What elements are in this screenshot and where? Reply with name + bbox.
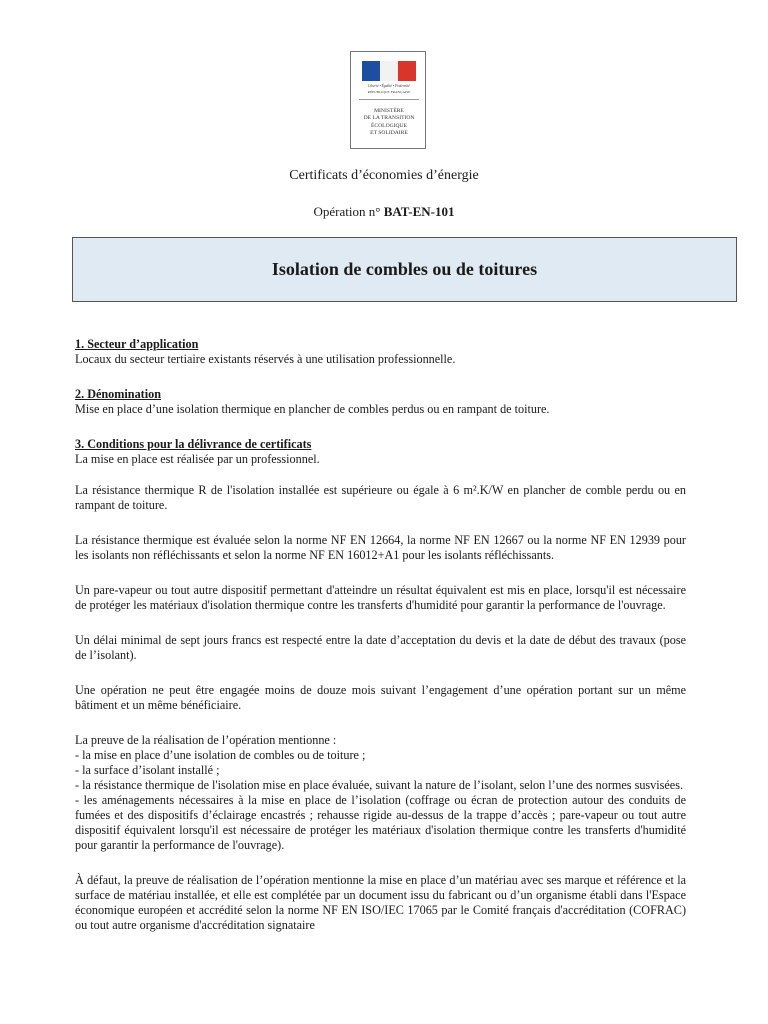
operation-code: BAT-EN-101 bbox=[383, 204, 455, 219]
operation-number bbox=[0, 204, 768, 220]
certificates-heading: Certificats d’économies d’énergie bbox=[289, 168, 479, 183]
logo-ministry-name bbox=[355, 108, 423, 138]
section-3-paragraph: La mise en place est réalisée par un professionnel. bbox=[75, 452, 320, 466]
section-3-paragraph: À défaut, la preuve de réalisation de l’opération mentionne la mise en place d’un matériau avec ses marque et référence et la surface de matériau installée, et elle est complétée par un document issu du fabricant ou d’un organisme établi dans l'Espace économique européen et accrédité selon la norme NF EN ISO/IEC 17065 par le Comité français d'accréditation (COFRAC) ou tout autre organisme d'accréditation signataire bbox=[75, 873, 686, 932]
section-3-paragraph: La résistance thermique est évaluée selon la norme NF EN 12664, la norme NF EN 12667 ou la norme NF EN 12939 pour les isolants non réfléchissants et selon la norme NF EN 16012+A1 pour les isolants réfléchissants. bbox=[75, 533, 686, 562]
document-title: Isolation de combles ou de toitures bbox=[271, 259, 538, 279]
section-3-paragraph: Un délai minimal de sept jours francs est respecté entre la date d’acceptation du devis et la date de début des travaux (pose de l’isolant). bbox=[75, 633, 686, 662]
operation-prefix: Opération n° bbox=[313, 204, 381, 219]
section-2-text: Mise en place d’une isolation thermique en plancher de combles perdus ou en rampant de toiture. bbox=[75, 402, 550, 416]
document-body bbox=[75, 337, 686, 933]
section-1-text: Locaux du secteur tertiaire existants réservés à une utilisation professionnelle. bbox=[75, 352, 456, 366]
section-3-paragraph: Un pare-vapeur ou tout autre dispositif permettant d'atteindre un résultat équivalent est mis en place, lorsqu'il est nécessaire de protéger les matériaux d'isolation thermique contre les transferts d'humidité pour garantir la performance de l'ouvrage. bbox=[75, 583, 686, 612]
logo-motto: Liberté • Égalité • Fraternité bbox=[368, 84, 410, 88]
section-3-heading: 3. Conditions pour la délivrance de certificats bbox=[75, 437, 312, 451]
section-1-heading: 1. Secteur d’application bbox=[75, 337, 199, 351]
proof-list bbox=[75, 748, 686, 853]
list-item: - la surface d’isolant installé ; bbox=[75, 763, 220, 777]
section-3-paragraph: La résistance thermique R de l'isolation installée est supérieure ou égale à 6 m².K/W en plancher de comble perdu ou en rampant de toiture. bbox=[75, 483, 686, 512]
title-box bbox=[72, 237, 737, 302]
logo-republic: RÉPUBLIQUE FRANÇAISE bbox=[367, 90, 411, 94]
ministry-line: ET SOLIDAIRE bbox=[370, 130, 408, 137]
list-item: - la mise en place d’une isolation de combles ou de toiture ; bbox=[75, 748, 366, 762]
section-3-paragraph: Une opération ne peut être engagée moins de douze mois suivant l’engagement d’une opération portant sur un même bâtiment et un même bénéficiaire. bbox=[75, 683, 686, 712]
ministry-line: DE LA TRANSITION bbox=[363, 115, 415, 122]
logo-divider bbox=[359, 99, 419, 100]
section-2-heading: 2. Dénomination bbox=[75, 387, 161, 401]
ministry-logo bbox=[350, 51, 426, 149]
list-item: - les aménagements nécessaires à la mise en place de l’isolation (coffrage ou écran de protection autour des conduits de fumées et des dispositifs d’éclairage encastrés ; rehausse rigide au-dessus de la trappe d’accès ; pare-vapeur ou tout autre dispositif équivalent lorsqu'il est nécessaire de protéger les matériaux d'isolation thermique contre les transferts d'humidité pour garantir la performance de l'ouvrage). bbox=[75, 793, 686, 852]
proof-intro: La preuve de la réalisation de l’opération mentionne : bbox=[75, 733, 337, 747]
ministry-line: MINISTÈRE bbox=[374, 108, 404, 114]
french-flag-icon bbox=[362, 61, 416, 81]
ministry-line: ÉCOLOGIQUE bbox=[370, 122, 408, 129]
list-item: - la résistance thermique de l'isolation mise en place évaluée, suivant la nature de l’isolant, selon l’une des normes susvisées. bbox=[75, 778, 684, 792]
